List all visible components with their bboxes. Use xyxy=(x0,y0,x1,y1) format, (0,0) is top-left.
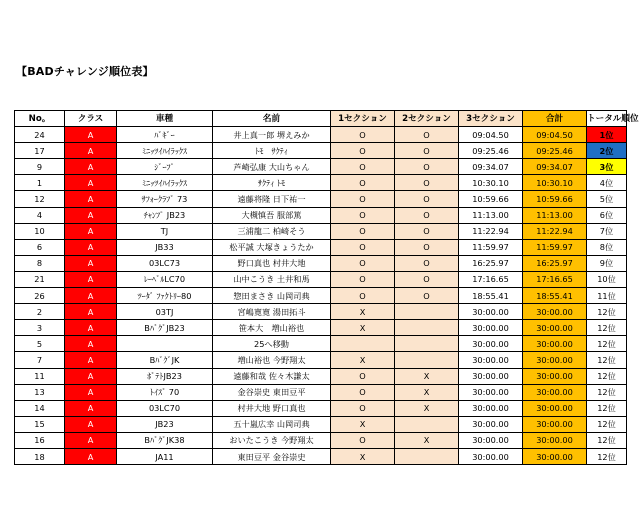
no-cell: 11 xyxy=(15,368,65,384)
class-cell: A xyxy=(65,400,117,416)
section-3-cell: 30:00.00 xyxy=(459,304,523,320)
no-cell: 5 xyxy=(15,336,65,352)
section-1-cell: O xyxy=(331,159,395,175)
section-2-cell xyxy=(395,320,459,336)
no-cell: 2 xyxy=(15,304,65,320)
class-cell: A xyxy=(65,191,117,207)
car-cell: 03TJ xyxy=(117,304,213,320)
section-3-cell: 30:00.00 xyxy=(459,448,523,464)
section-1-cell: O xyxy=(331,207,395,223)
class-cell: A xyxy=(65,207,117,223)
no-cell: 8 xyxy=(15,255,65,271)
section-1-cell: O xyxy=(331,239,395,255)
name-cell: 遠藤将隆 日下祐一 xyxy=(213,191,331,207)
section-1-cell: O xyxy=(331,432,395,448)
total-cell: 17:16.65 xyxy=(523,271,587,287)
section-1-cell: O xyxy=(331,191,395,207)
section-2-cell: O xyxy=(395,271,459,287)
total-cell: 30:00.00 xyxy=(523,384,587,400)
section-1-cell: O xyxy=(331,143,395,159)
rank-cell: 10位 xyxy=(587,271,627,287)
car-cell: ﾚｰﾍﾞﾙLC70 xyxy=(117,271,213,287)
total-cell: 30:00.00 xyxy=(523,432,587,448)
table-row xyxy=(15,352,627,368)
section-1-cell: O xyxy=(331,271,395,287)
section-1-cell: X xyxy=(331,448,395,464)
table-row xyxy=(15,400,627,416)
total-cell: 30:00.00 xyxy=(523,400,587,416)
rank-cell-silver: 2位 xyxy=(587,143,627,159)
section-3-cell: 11:13.00 xyxy=(459,207,523,223)
table-row xyxy=(15,143,627,159)
table-row xyxy=(15,175,627,191)
class-cell: A xyxy=(65,320,117,336)
rank-cell: 12位 xyxy=(587,352,627,368)
section-3-cell: 10:59.66 xyxy=(459,191,523,207)
table-row xyxy=(15,448,627,464)
rank-cell: 12位 xyxy=(587,448,627,464)
no-cell: 4 xyxy=(15,207,65,223)
section-1-cell: O xyxy=(331,127,395,143)
section-2-cell: O xyxy=(395,191,459,207)
class-cell: A xyxy=(65,432,117,448)
header-section-1: 1セクション xyxy=(331,111,395,127)
no-cell: 7 xyxy=(15,352,65,368)
no-cell: 18 xyxy=(15,448,65,464)
car-cell: JA11 xyxy=(117,448,213,464)
name-cell: 宮嶋寛寛 湯田拓斗 xyxy=(213,304,331,320)
car-cell: ﾂｰﾀﾞ ﾌｧｸﾄﾘｰ80 xyxy=(117,288,213,304)
rank-cell: 6位 xyxy=(587,207,627,223)
class-cell: A xyxy=(65,288,117,304)
class-cell: A xyxy=(65,127,117,143)
section-1-cell: X xyxy=(331,416,395,432)
total-cell: 18:55.41 xyxy=(523,288,587,304)
name-cell: 井上真一郎 堺えみか xyxy=(213,127,331,143)
table-row xyxy=(15,320,627,336)
table-row xyxy=(15,223,627,239)
section-3-cell: 18:55.41 xyxy=(459,288,523,304)
section-2-cell: O xyxy=(395,255,459,271)
section-1-cell: O xyxy=(331,384,395,400)
car-cell: JB33 xyxy=(117,239,213,255)
table-row xyxy=(15,239,627,255)
car-cell: JB23 xyxy=(117,416,213,432)
header-no: No。 xyxy=(15,111,65,127)
rank-cell: 8位 xyxy=(587,239,627,255)
header-section-2: 2セクション xyxy=(395,111,459,127)
no-cell: 17 xyxy=(15,143,65,159)
total-cell: 30:00.00 xyxy=(523,352,587,368)
car-cell: ｻﾌｫｰｸﾗﾌﾞ 73 xyxy=(117,191,213,207)
table-row xyxy=(15,368,627,384)
section-2-cell xyxy=(395,352,459,368)
car-cell: ﾐﾆｯﾂｲﾊｲﾗｯｸｽ xyxy=(117,143,213,159)
total-cell: 09:34.07 xyxy=(523,159,587,175)
section-1-cell: O xyxy=(331,175,395,191)
no-cell: 6 xyxy=(15,239,65,255)
section-3-cell: 09:34.07 xyxy=(459,159,523,175)
section-2-cell: O xyxy=(395,288,459,304)
table-row xyxy=(15,159,627,175)
section-3-cell: 17:16.65 xyxy=(459,271,523,287)
rank-cell: 12位 xyxy=(587,304,627,320)
section-3-cell: 11:22.94 xyxy=(459,223,523,239)
class-cell: A xyxy=(65,239,117,255)
section-2-cell xyxy=(395,336,459,352)
car-cell: TJ xyxy=(117,223,213,239)
class-cell: A xyxy=(65,384,117,400)
total-cell: 11:22.94 xyxy=(523,223,587,239)
class-cell: A xyxy=(65,352,117,368)
section-3-cell: 30:00.00 xyxy=(459,432,523,448)
header-class: クラス xyxy=(65,111,117,127)
rank-cell: 12位 xyxy=(587,368,627,384)
section-3-cell: 10:30.10 xyxy=(459,175,523,191)
no-cell: 12 xyxy=(15,191,65,207)
no-cell: 1 xyxy=(15,175,65,191)
rank-cell-gold: 1位 xyxy=(587,127,627,143)
page-title: 【BADチャレンジ順位表】 xyxy=(16,65,154,78)
no-cell: 10 xyxy=(15,223,65,239)
header-row xyxy=(15,111,627,127)
class-cell: A xyxy=(65,271,117,287)
section-2-cell: X xyxy=(395,368,459,384)
car-cell: ｼﾞｰﾌﾟ xyxy=(117,159,213,175)
section-3-cell: 30:00.00 xyxy=(459,352,523,368)
section-1-cell: X xyxy=(331,320,395,336)
rank-cell: 12位 xyxy=(587,320,627,336)
section-2-cell: O xyxy=(395,223,459,239)
rank-cell: 7位 xyxy=(587,223,627,239)
section-2-cell: O xyxy=(395,175,459,191)
car-cell xyxy=(117,336,213,352)
table-row xyxy=(15,207,627,223)
total-cell: 30:00.00 xyxy=(523,320,587,336)
table-row xyxy=(15,255,627,271)
name-cell: 増山裕也 今野翔太 xyxy=(213,352,331,368)
section-1-cell: O xyxy=(331,368,395,384)
table-row xyxy=(15,271,627,287)
total-cell: 09:04.50 xyxy=(523,127,587,143)
total-cell: 09:25.46 xyxy=(523,143,587,159)
name-cell: 松平誠 大塚きょうたか xyxy=(213,239,331,255)
car-cell: ﾊﾞｷﾞｰ xyxy=(117,127,213,143)
car-cell: ﾁｬﾝﾌﾟ JB23 xyxy=(117,207,213,223)
no-cell: 3 xyxy=(15,320,65,336)
car-cell: 03LC73 xyxy=(117,255,213,271)
section-1-cell xyxy=(331,336,395,352)
table-row xyxy=(15,336,627,352)
section-2-cell: O xyxy=(395,143,459,159)
rank-cell: 9位 xyxy=(587,255,627,271)
total-cell: 10:30.10 xyxy=(523,175,587,191)
class-cell: A xyxy=(65,304,117,320)
section-3-cell: 30:00.00 xyxy=(459,384,523,400)
section-2-cell: O xyxy=(395,127,459,143)
class-cell: A xyxy=(65,448,117,464)
ranking-table xyxy=(14,110,639,465)
total-cell: 30:00.00 xyxy=(523,368,587,384)
name-cell: 芦崎弘康 大山ちゃん xyxy=(213,159,331,175)
class-cell: A xyxy=(65,416,117,432)
section-3-cell: 30:00.00 xyxy=(459,400,523,416)
rank-cell: 12位 xyxy=(587,432,627,448)
name-cell: ｻｸﾃｨ ﾄﾓ xyxy=(213,175,331,191)
rank-cell-bronze: 3位 xyxy=(587,159,627,175)
total-cell: 30:00.00 xyxy=(523,416,587,432)
no-cell: 15 xyxy=(15,416,65,432)
name-cell: 惣田まさき 山岡司典 xyxy=(213,288,331,304)
section-1-cell: O xyxy=(331,223,395,239)
no-cell: 24 xyxy=(15,127,65,143)
header-name: 名前 xyxy=(213,111,331,127)
name-cell: 大槻慎吾 服部篤 xyxy=(213,207,331,223)
section-3-cell: 11:59.97 xyxy=(459,239,523,255)
total-cell: 11:13.00 xyxy=(523,207,587,223)
name-cell: 野口真也 村井大地 xyxy=(213,255,331,271)
table-body xyxy=(15,127,627,465)
table-row xyxy=(15,127,627,143)
header-rank: トータル順位 xyxy=(587,111,627,127)
car-cell: BﾊﾞｸﾞJB23 xyxy=(117,320,213,336)
class-cell: A xyxy=(65,159,117,175)
total-cell: 30:00.00 xyxy=(523,304,587,320)
name-cell: おいたこうき 今野翔太 xyxy=(213,432,331,448)
section-3-cell: 09:04.50 xyxy=(459,127,523,143)
section-1-cell: X xyxy=(331,304,395,320)
table-row xyxy=(15,416,627,432)
name-cell: ﾄﾓ ｻｸﾃｨ xyxy=(213,143,331,159)
class-cell: A xyxy=(65,368,117,384)
rank-cell: 12位 xyxy=(587,384,627,400)
class-cell: A xyxy=(65,143,117,159)
name-cell: 25へ移動 xyxy=(213,336,331,352)
section-1-cell: X xyxy=(331,352,395,368)
class-cell: A xyxy=(65,175,117,191)
rank-cell: 12位 xyxy=(587,400,627,416)
name-cell: 笹本大 増山裕也 xyxy=(213,320,331,336)
section-3-cell: 30:00.00 xyxy=(459,320,523,336)
name-cell: 山中こうき 土井和馬 xyxy=(213,271,331,287)
section-2-cell xyxy=(395,448,459,464)
section-2-cell: O xyxy=(395,159,459,175)
section-3-cell: 30:00.00 xyxy=(459,368,523,384)
section-2-cell: O xyxy=(395,207,459,223)
total-cell: 11:59.97 xyxy=(523,239,587,255)
name-cell: 村井大地 野口真也 xyxy=(213,400,331,416)
total-cell: 10:59.66 xyxy=(523,191,587,207)
total-cell: 16:25.97 xyxy=(523,255,587,271)
no-cell: 13 xyxy=(15,384,65,400)
name-cell: 五十嵐広幸 山岡司典 xyxy=(213,416,331,432)
section-2-cell xyxy=(395,416,459,432)
section-3-cell: 30:00.00 xyxy=(459,336,523,352)
section-1-cell: O xyxy=(331,400,395,416)
name-cell: 三浦龍二 柏崎そう xyxy=(213,223,331,239)
section-2-cell: X xyxy=(395,432,459,448)
car-cell: ﾄｲｽﾞ 70 xyxy=(117,384,213,400)
section-2-cell: X xyxy=(395,400,459,416)
rank-cell: 11位 xyxy=(587,288,627,304)
no-cell: 14 xyxy=(15,400,65,416)
name-cell: 金谷崇史 東田豆平 xyxy=(213,384,331,400)
car-cell: BﾊﾞｸﾞJK38 xyxy=(117,432,213,448)
no-cell: 9 xyxy=(15,159,65,175)
section-1-cell: O xyxy=(331,288,395,304)
car-cell: BﾊﾞｸﾞJK xyxy=(117,352,213,368)
table-row xyxy=(15,432,627,448)
no-cell: 26 xyxy=(15,288,65,304)
rank-cell: 12位 xyxy=(587,416,627,432)
header-section-3: 3セクション xyxy=(459,111,523,127)
section-3-cell: 30:00.00 xyxy=(459,416,523,432)
total-cell: 30:00.00 xyxy=(523,336,587,352)
section-3-cell: 09:25.46 xyxy=(459,143,523,159)
table-row xyxy=(15,191,627,207)
name-cell: 東田豆平 金谷崇史 xyxy=(213,448,331,464)
table-row xyxy=(15,384,627,400)
rank-cell: 4位 xyxy=(587,175,627,191)
section-2-cell: X xyxy=(395,384,459,400)
total-cell: 30:00.00 xyxy=(523,448,587,464)
car-cell: 03LC70 xyxy=(117,400,213,416)
table-row xyxy=(15,288,627,304)
section-1-cell: O xyxy=(331,255,395,271)
class-cell: A xyxy=(65,255,117,271)
table-row xyxy=(15,304,627,320)
rank-cell: 5位 xyxy=(587,191,627,207)
class-cell: A xyxy=(65,336,117,352)
class-cell: A xyxy=(65,223,117,239)
section-3-cell: 16:25.97 xyxy=(459,255,523,271)
rank-cell: 12位 xyxy=(587,336,627,352)
header-total: 合計 xyxy=(523,111,587,127)
header-car: 車種 xyxy=(117,111,213,127)
car-cell: ﾎﾞﾃﾄJB23 xyxy=(117,368,213,384)
car-cell: ﾐﾆｯﾂｲﾊｲﾗｯｸｽ xyxy=(117,175,213,191)
name-cell: 遠藤和哉 佐々木謙太 xyxy=(213,368,331,384)
no-cell: 21 xyxy=(15,271,65,287)
no-cell: 16 xyxy=(15,432,65,448)
section-2-cell xyxy=(395,304,459,320)
section-2-cell: O xyxy=(395,239,459,255)
